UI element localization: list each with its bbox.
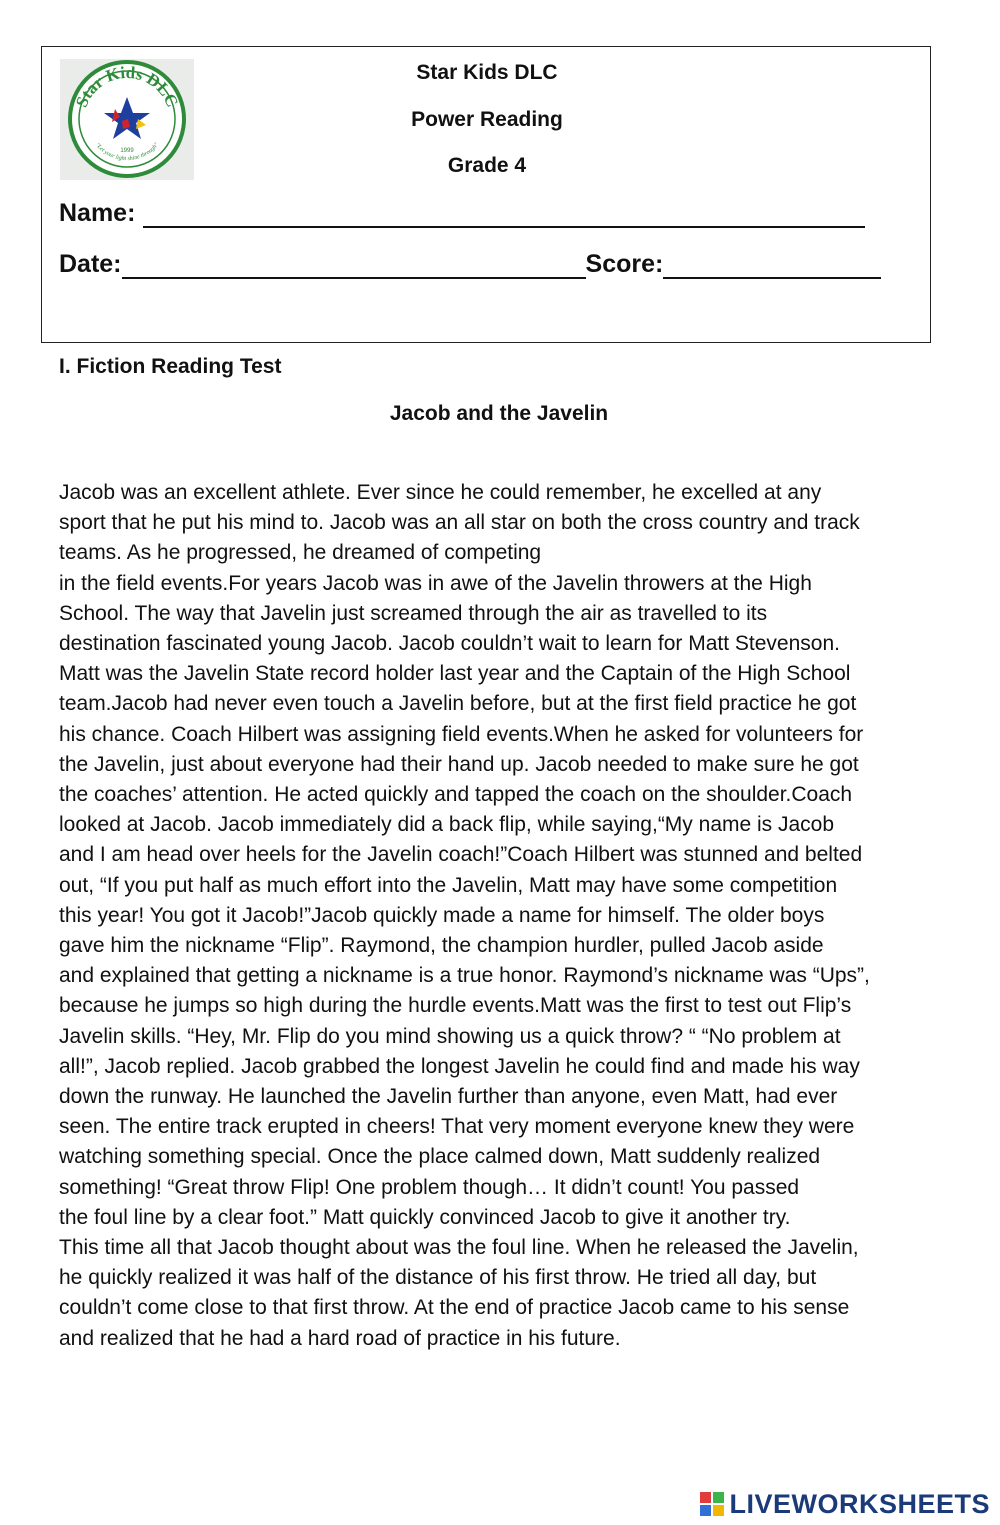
story-line: gave him the nickname “Flip”. Raymond, the champion hurdler, pulled Jacob aside: [59, 934, 824, 958]
svg-text:"Let your light shine through": "Let your light shine through": [93, 142, 161, 163]
liveworksheets-logo-icon: [699, 1491, 725, 1517]
story-line: the Javelin, just about everyone had their hand up. Jacob needed to make sure he got: [59, 752, 859, 776]
story-line: sport that he put his mind to. Jacob was an all star on both the cross country and track: [59, 511, 860, 535]
story-line: School. The way that Javelin just screamed through the air as travelled to its: [59, 601, 768, 625]
date-field[interactable]: [122, 251, 586, 279]
story-line: teams. As he progressed, he dreamed of competing: [59, 541, 542, 565]
score-label: Score:: [585, 250, 664, 278]
story-line: destination fascinated young Jacob. Jacob couldn’t wait to learn for Matt Stevenson.: [59, 632, 840, 656]
story-line: he quickly realized it was half of the distance of his first throw. He tried all day, but: [59, 1266, 817, 1290]
name-field[interactable]: [143, 200, 865, 228]
liveworksheets-watermark: [699, 1488, 990, 1520]
story-text: [59, 478, 959, 1354]
story-line: this year! You got it Jacob!”Jacob quickly made a name for himself. The older boys: [59, 903, 825, 927]
svg-text:Star Kids DLC: Star Kids DLC: [71, 62, 183, 110]
story-line: the coaches’ attention. He acted quickly and tapped the coach on the shoulder.Coach: [59, 783, 853, 807]
story-line: watching something special. Once the place calmed down, Matt suddenly realized: [59, 1145, 821, 1169]
school-name: Star Kids DLC: [416, 61, 558, 84]
story-line: and explained that getting a nickname is a true honor. Raymond’s nickname was “Ups”,: [59, 964, 870, 988]
story-line: because he jumps so high during the hurdle events.Matt was the first to test out Flip’s: [59, 994, 852, 1018]
story-line: This time all that Jacob thought about was the foul line. When he released the Javelin,: [59, 1236, 859, 1260]
story-line: down the runway. He launched the Javelin further than anyone, even Matt, had ever: [59, 1085, 838, 1109]
story-line: all!”, Jacob replied. Jacob grabbed the longest Javelin he could find and made his way: [59, 1054, 860, 1078]
worksheet-header: [41, 46, 931, 343]
story-line: his chance. Coach Hilbert was assigning field events.When he asked for volunteers for: [59, 722, 864, 746]
story-title: Jacob and the Javelin: [389, 402, 609, 425]
story-line: seen. The entire track erupted in cheers! That very moment everyone knew they were: [59, 1115, 855, 1139]
story-line: out, “If you put half as much effort into the Javelin, Matt may have some competition: [59, 873, 838, 897]
story-line: the foul line by a clear foot.” Matt quickly convinced Jacob to give it another try.: [59, 1205, 791, 1229]
story-line: team.Jacob had never even touch a Javelin before, but at the first field practice he got: [59, 692, 857, 716]
story-line: couldn’t come close to that first throw. At the end of practice Jacob came to his sense: [59, 1296, 850, 1320]
story-line: Jacob was an excellent athlete. Ever since he could remember, he excelled at any: [59, 481, 822, 504]
grade-label: Grade 4: [447, 154, 527, 177]
section-title: I. Fiction Reading Test: [59, 355, 282, 378]
date-score-row: [59, 250, 881, 279]
story-line: and I am head over heels for the Javelin coach!”Coach Hilbert was stunned and belted: [59, 843, 863, 867]
story-line: Javelin skills. “Hey, Mr. Flip do you mind showing us a quick throw? “ “No problem at: [59, 1024, 841, 1048]
score-field[interactable]: [663, 251, 881, 279]
story-line: Matt was the Javelin State record holder last year and the Captain of the High School: [59, 662, 851, 686]
name-row: [59, 199, 865, 228]
story-line: looked at Jacob. Jacob immediately did a back flip, while saying,“My name is Jacob: [59, 813, 835, 837]
story-line: something! “Great throw Flip! One problem though… It didn’t count! You passed: [59, 1175, 800, 1199]
name-label: Name:: [59, 199, 136, 227]
date-label: Date:: [59, 250, 122, 278]
svg-text:1999: 1999: [120, 148, 134, 154]
story-line: in the field events.For years Jacob was in awe of the Javelin throwers at the High: [59, 571, 812, 595]
subject-title: Power Reading: [411, 108, 563, 131]
watermark-text: LIVEWORKSHEETS: [729, 1488, 990, 1519]
story-line: and realized that he had a hard road of practice in his future.: [59, 1326, 621, 1350]
